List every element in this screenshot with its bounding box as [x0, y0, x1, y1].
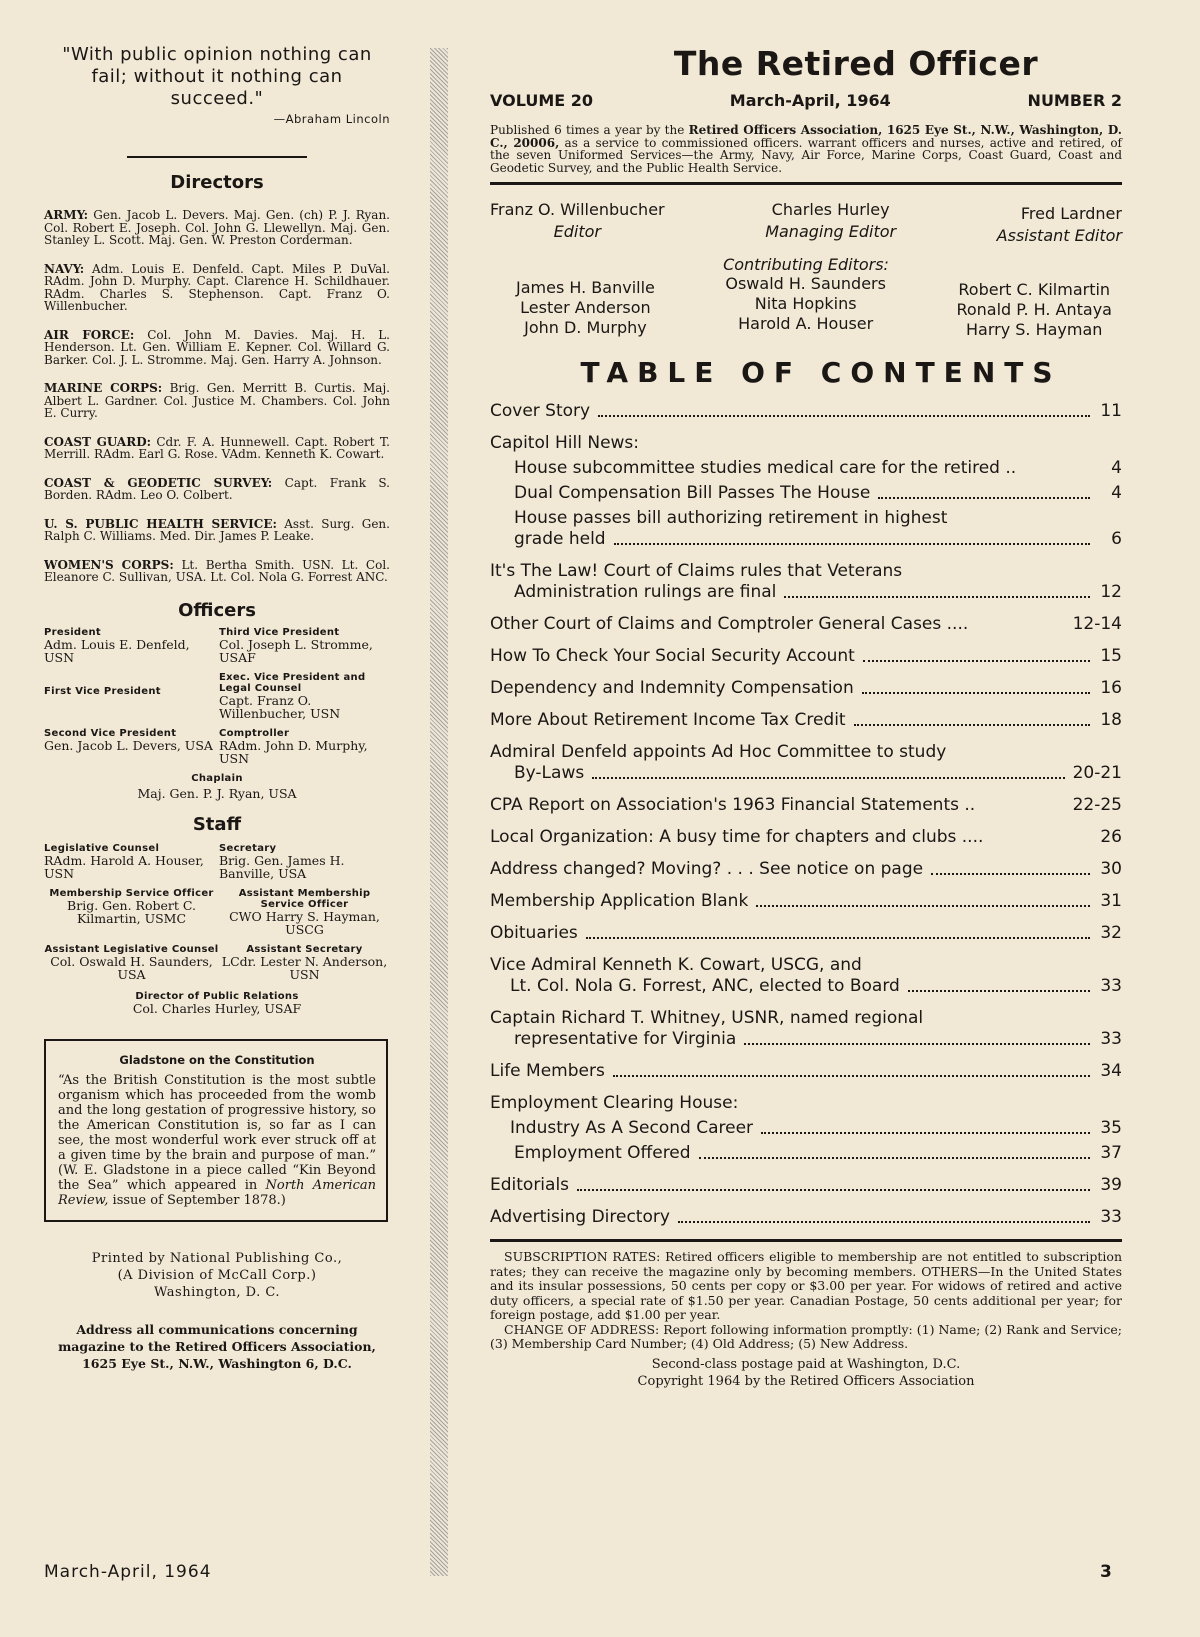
- managing-editor: Charles Hurley Managing Editor: [765, 200, 897, 241]
- role-label: Second Vice President: [44, 727, 177, 739]
- role-label: Assistant Membership Service Officer: [238, 887, 371, 910]
- officers-heading: Officers: [178, 599, 256, 621]
- officers-grid: [44, 627, 390, 765]
- contrib-column: Robert C. Kilmartin Ronald P. H. Antaya Harry S. Hayman: [956, 280, 1112, 339]
- directors-entry: COAST GUARD: Cdr. F. A. Hunnewell. Capt. Robert T. Merrill. RAdm. Earl G. Rose. VAdm. Kenneth K. Cowart.: [44, 434, 390, 461]
- gladstone-text: “As the British Constitution is the most subtle organism which has proceeded from the womb and the long gestation of progressive history, so the American Constitution is, so far as I can see, the most wonderful work ever struck off at a given time by the brain and purpose of man.” (W. E. Gladstone in a piece called “Kin Beyond the Sea” which appeared in North American Review, issue of September 1878.): [58, 1072, 376, 1208]
- postage-copyright: Second-class postage paid at Washington, D.C. Copyright 1964 by the Retired Officers Association: [637, 1356, 975, 1389]
- printer-credit: Printed by National Publishing Co., (A Division of McCall Corp.) Washington, D. C.: [91, 1250, 343, 1300]
- officer-name: Col. Joseph L. Stromme, USAF: [219, 636, 373, 665]
- staff-asst-membership-officer: [219, 888, 390, 936]
- toc-entry[interactable]: Advertising Directory 33: [490, 1207, 1122, 1227]
- issue-line: [490, 91, 1122, 110]
- publication-statement: Published 6 times a year by the Retired Officers Association, 1625 Eye St., N.W., Washington, D. C., 20006, as a service to commissioned officers. warrant officers and nurses, active and retired, of the seven Uniformed Services—the Army, Navy, Air Force, Marine Corps, Coast Guard, Coast and Geodetic Survey, and the Public Health Service.: [490, 123, 1122, 175]
- toc-entry-line: It's The Law! Court of Claims rules that Veterans: [490, 561, 903, 581]
- toc-entry[interactable]: More About Retirement Income Tax Credit 18: [490, 710, 1122, 730]
- officer-name: RAdm. John D. Murphy, USN: [219, 737, 368, 766]
- toc-entry[interactable]: Editorials 39: [490, 1175, 1122, 1195]
- staff-asst-secretary: [219, 944, 390, 981]
- directors-list: [44, 209, 390, 584]
- toc-entry[interactable]: Dual Compensation Bill Passes The House 4: [514, 483, 1122, 503]
- toc-entry[interactable]: Address changed? Moving? . . . See notice on page 30: [490, 859, 1122, 879]
- divider-rule: [127, 156, 307, 158]
- directors-entry: AIR FORCE: Col. John M. Davies. Maj. H. L. Henderson. Lt. Gen. William E. Kepner. Col. Willard G. Barker. Col. J. L. Stromme. Maj. Gen. Harry A. Johnson.: [44, 327, 390, 367]
- officer-comptroller: [219, 728, 390, 765]
- toc-entry[interactable]: Obituaries 32: [490, 923, 1122, 943]
- footer-issue-date: March-April, 1964: [44, 1562, 212, 1582]
- role-label: Membership Service Officer: [49, 887, 214, 899]
- role-label: Exec. Vice President and Legal Counsel: [219, 671, 366, 694]
- officer-president: [44, 627, 219, 664]
- directors-heading: Directors: [170, 172, 264, 193]
- officer-name: Capt. Franz O. Willenbucher, USN: [219, 692, 341, 721]
- toc-entry[interactable]: Industry As A Second Career 35: [510, 1118, 1122, 1138]
- table-of-contents: [490, 401, 1122, 1228]
- directors-entry: MARINE CORPS: Brig. Gen. Merritt B. Curtis. Maj. Albert L. Gardner. Col. Justice M. Chambers. Col. John E. Curry.: [44, 381, 390, 420]
- staff-heading: Staff: [192, 813, 242, 835]
- contributing-editors-heading: Contributing Editors:: [723, 255, 889, 274]
- officer-exec-vp: [219, 672, 390, 720]
- directors-entry: WOMEN'S CORPS: Lt. Bertha Smith. USN. Lt. Col. Eleanore C. Sullivan, USA. Lt. Col. Nola G. Forrest ANC.: [44, 557, 390, 584]
- contributing-editors: [490, 274, 1122, 340]
- editor: Franz O. Willenbucher Editor: [490, 200, 665, 241]
- quote-attribution: —Abraham Lincoln: [273, 112, 390, 126]
- toc-entry[interactable]: grade held 6: [514, 529, 1122, 549]
- toc-entry[interactable]: Employment Offered 37: [514, 1143, 1122, 1163]
- role-label: Assistant Secretary: [246, 943, 363, 955]
- left-column: [44, 44, 390, 1372]
- directors-entry: COAST & GEODETIC SURVEY: Capt. Frank S. Borden. RAdm. Leo O. Colbert.: [44, 475, 390, 502]
- masthead-rule: [490, 182, 1122, 185]
- officer-name: Maj. Gen. P. J. Ryan, USA: [137, 785, 297, 801]
- officer-second-vp: [44, 728, 219, 765]
- contrib-column: James H. Banville Lester Anderson John D. Murphy: [516, 278, 655, 337]
- staff-secretary: [219, 843, 390, 880]
- staff-membership-officer: [44, 888, 219, 936]
- toc-entry-line: Captain Richard T. Whitney, USNR, named regional: [490, 1008, 924, 1028]
- gladstone-box: [44, 1039, 388, 1222]
- editors-row: [490, 199, 1122, 247]
- toc-entry-line: Vice Admiral Kenneth K. Cowart, USCG, and: [490, 955, 862, 975]
- officer-first-vp: [44, 672, 219, 720]
- role-label: Assistant Legislative Counsel: [44, 943, 219, 955]
- issue-date: March-April, 1964: [729, 91, 891, 110]
- toc-entry[interactable]: Membership Application Blank 31: [490, 891, 1122, 911]
- toc-entry[interactable]: Administration rulings are final 12: [514, 582, 1122, 602]
- toc-entry[interactable]: Dependency and Indemnity Compensation 16: [490, 678, 1122, 698]
- staff-name: CWO Harry S. Hayman, USCG: [229, 908, 380, 937]
- contrib-column: Oswald H. Saunders Nita Hopkins Harold A. Houser: [725, 274, 886, 333]
- assistant-editor: Fred Lardner Assistant Editor: [996, 204, 1122, 245]
- role-label: Secretary: [219, 842, 277, 854]
- staff-grid: [44, 843, 390, 981]
- staff-name: Col. Oswald H. Saunders, USA: [50, 953, 213, 982]
- toc-entry[interactable]: Life Members 34: [490, 1061, 1122, 1081]
- page-number: 3: [1100, 1562, 1112, 1582]
- toc-entry[interactable]: By-Laws 20-21: [514, 763, 1122, 783]
- staff-name: Brig. Gen. James H. Banville, USA: [219, 852, 345, 881]
- staff-name: Brig. Gen. Robert C. Kilmartin, USMC: [67, 897, 196, 926]
- toc-section-heading: Employment Clearing House:: [490, 1093, 739, 1113]
- officer-third-vp: [219, 627, 390, 664]
- toc-entry[interactable]: House subcommittee studies medical care for the retired .. 4: [514, 458, 1122, 478]
- toc-entry[interactable]: CPA Report on Association's 1963 Financial Statements .. 22-25: [490, 795, 1122, 815]
- lincoln-quote: "With public opinion nothing can fail; without it nothing can succeed.": [62, 44, 372, 109]
- column-divider: [430, 48, 448, 1576]
- staff-name: RAdm. Harold A. Houser, USN: [44, 852, 204, 881]
- officer-chaplain: [44, 773, 390, 800]
- toc-entry[interactable]: Cover Story 11: [490, 401, 1122, 421]
- masthead-title: The Retired Officer: [673, 44, 1039, 83]
- toc-entry[interactable]: Lt. Col. Nola G. Forrest, ANC, elected to Board 33: [510, 976, 1122, 996]
- toc-entry-line: House passes bill authorizing retirement in highest: [514, 508, 948, 528]
- directors-entry: NAVY: Adm. Louis E. Denfeld. Capt. Miles P. DuVal. RAdm. John D. Murphy. Capt. Clarence H. Schildhauer. RAdm. Charles S. Stephenson. Capt. Franz O. Willenbucher.: [44, 261, 390, 313]
- issue-number: NUMBER 2: [1027, 91, 1122, 110]
- role-label: Director of Public Relations: [135, 990, 299, 1002]
- subscription-rule: [490, 1239, 1122, 1242]
- toc-entry[interactable]: How To Check Your Social Security Account 15: [490, 646, 1122, 666]
- staff-asst-legislative-counsel: [44, 944, 219, 981]
- directors-entry: U. S. PUBLIC HEALTH SERVICE: Asst. Surg. Gen. Ralph C. Williams. Med. Dir. James P. Leake.: [44, 516, 390, 543]
- correspondence-address: Address all communications concerning magazine to the Retired Officers Association, 1625 Eye St., N.W., Washington 6, D.C.: [58, 1321, 376, 1371]
- officer-name: Gen. Jacob L. Devers, USA: [44, 737, 213, 753]
- role-label: Legislative Counsel: [44, 842, 160, 854]
- subscription-rates: SUBSCRIPTION RATES: Retired officers eligible to membership are not entitled to subscription rates; they can receive the magazine only by becoming members. OTHERS—In the United States and its insular possessions, 50 cents per copy or $3.00 per year. For widows of retired and active duty officers, a special rate of $1.50 per year. Canadian Postage, 50 cents additional per year; for foreign postage, add $1.00 per year. CHANGE OF ADDRESS: Report following information promptly: (1) Name; (2) Rank and Service; (3) Membership Card Number; (4) Old Address; (5) New Address.: [490, 1249, 1122, 1351]
- directors-entry: ARMY: Gen. Jacob L. Devers. Maj. Gen. (ch) P. J. Ryan. Col. Robert E. Joseph. Col. John G. Llewellyn. Maj. Gen. Stanley L. Scott. Maj. Gen. W. Preston Corderman.: [44, 208, 390, 247]
- staff-public-relations: [44, 991, 390, 1015]
- staff-name: LCdr. Lester N. Anderson, USN: [221, 953, 388, 982]
- toc-entry[interactable]: Local Organization: A busy time for chapters and clubs .... 26: [490, 827, 1122, 847]
- role-label: First Vice President: [44, 685, 161, 697]
- toc-entry[interactable]: representative for Virginia 33: [514, 1029, 1122, 1049]
- officer-name: Adm. Louis E. Denfeld, USN: [44, 636, 190, 665]
- toc-section-heading: Capitol Hill News:: [490, 433, 640, 453]
- role-label: Chaplain: [191, 772, 243, 784]
- toc-entry-line: Admiral Denfeld appoints Ad Hoc Committee to study: [490, 742, 947, 762]
- volume-label: VOLUME 20: [490, 91, 594, 110]
- role-label: Comptroller: [219, 727, 290, 739]
- staff-name: Col. Charles Hurley, USAF: [132, 1000, 302, 1016]
- right-column: [490, 44, 1122, 1390]
- role-label: Third Vice President: [219, 626, 340, 638]
- role-label: President: [44, 626, 101, 638]
- toc-title: TABLE OF CONTENTS: [580, 356, 1062, 389]
- gladstone-title: Gladstone on the Constitution: [119, 1052, 315, 1067]
- staff-legislative-counsel: [44, 843, 219, 880]
- toc-entry[interactable]: Other Court of Claims and Comptroler General Cases .... 12-14: [490, 614, 1122, 634]
